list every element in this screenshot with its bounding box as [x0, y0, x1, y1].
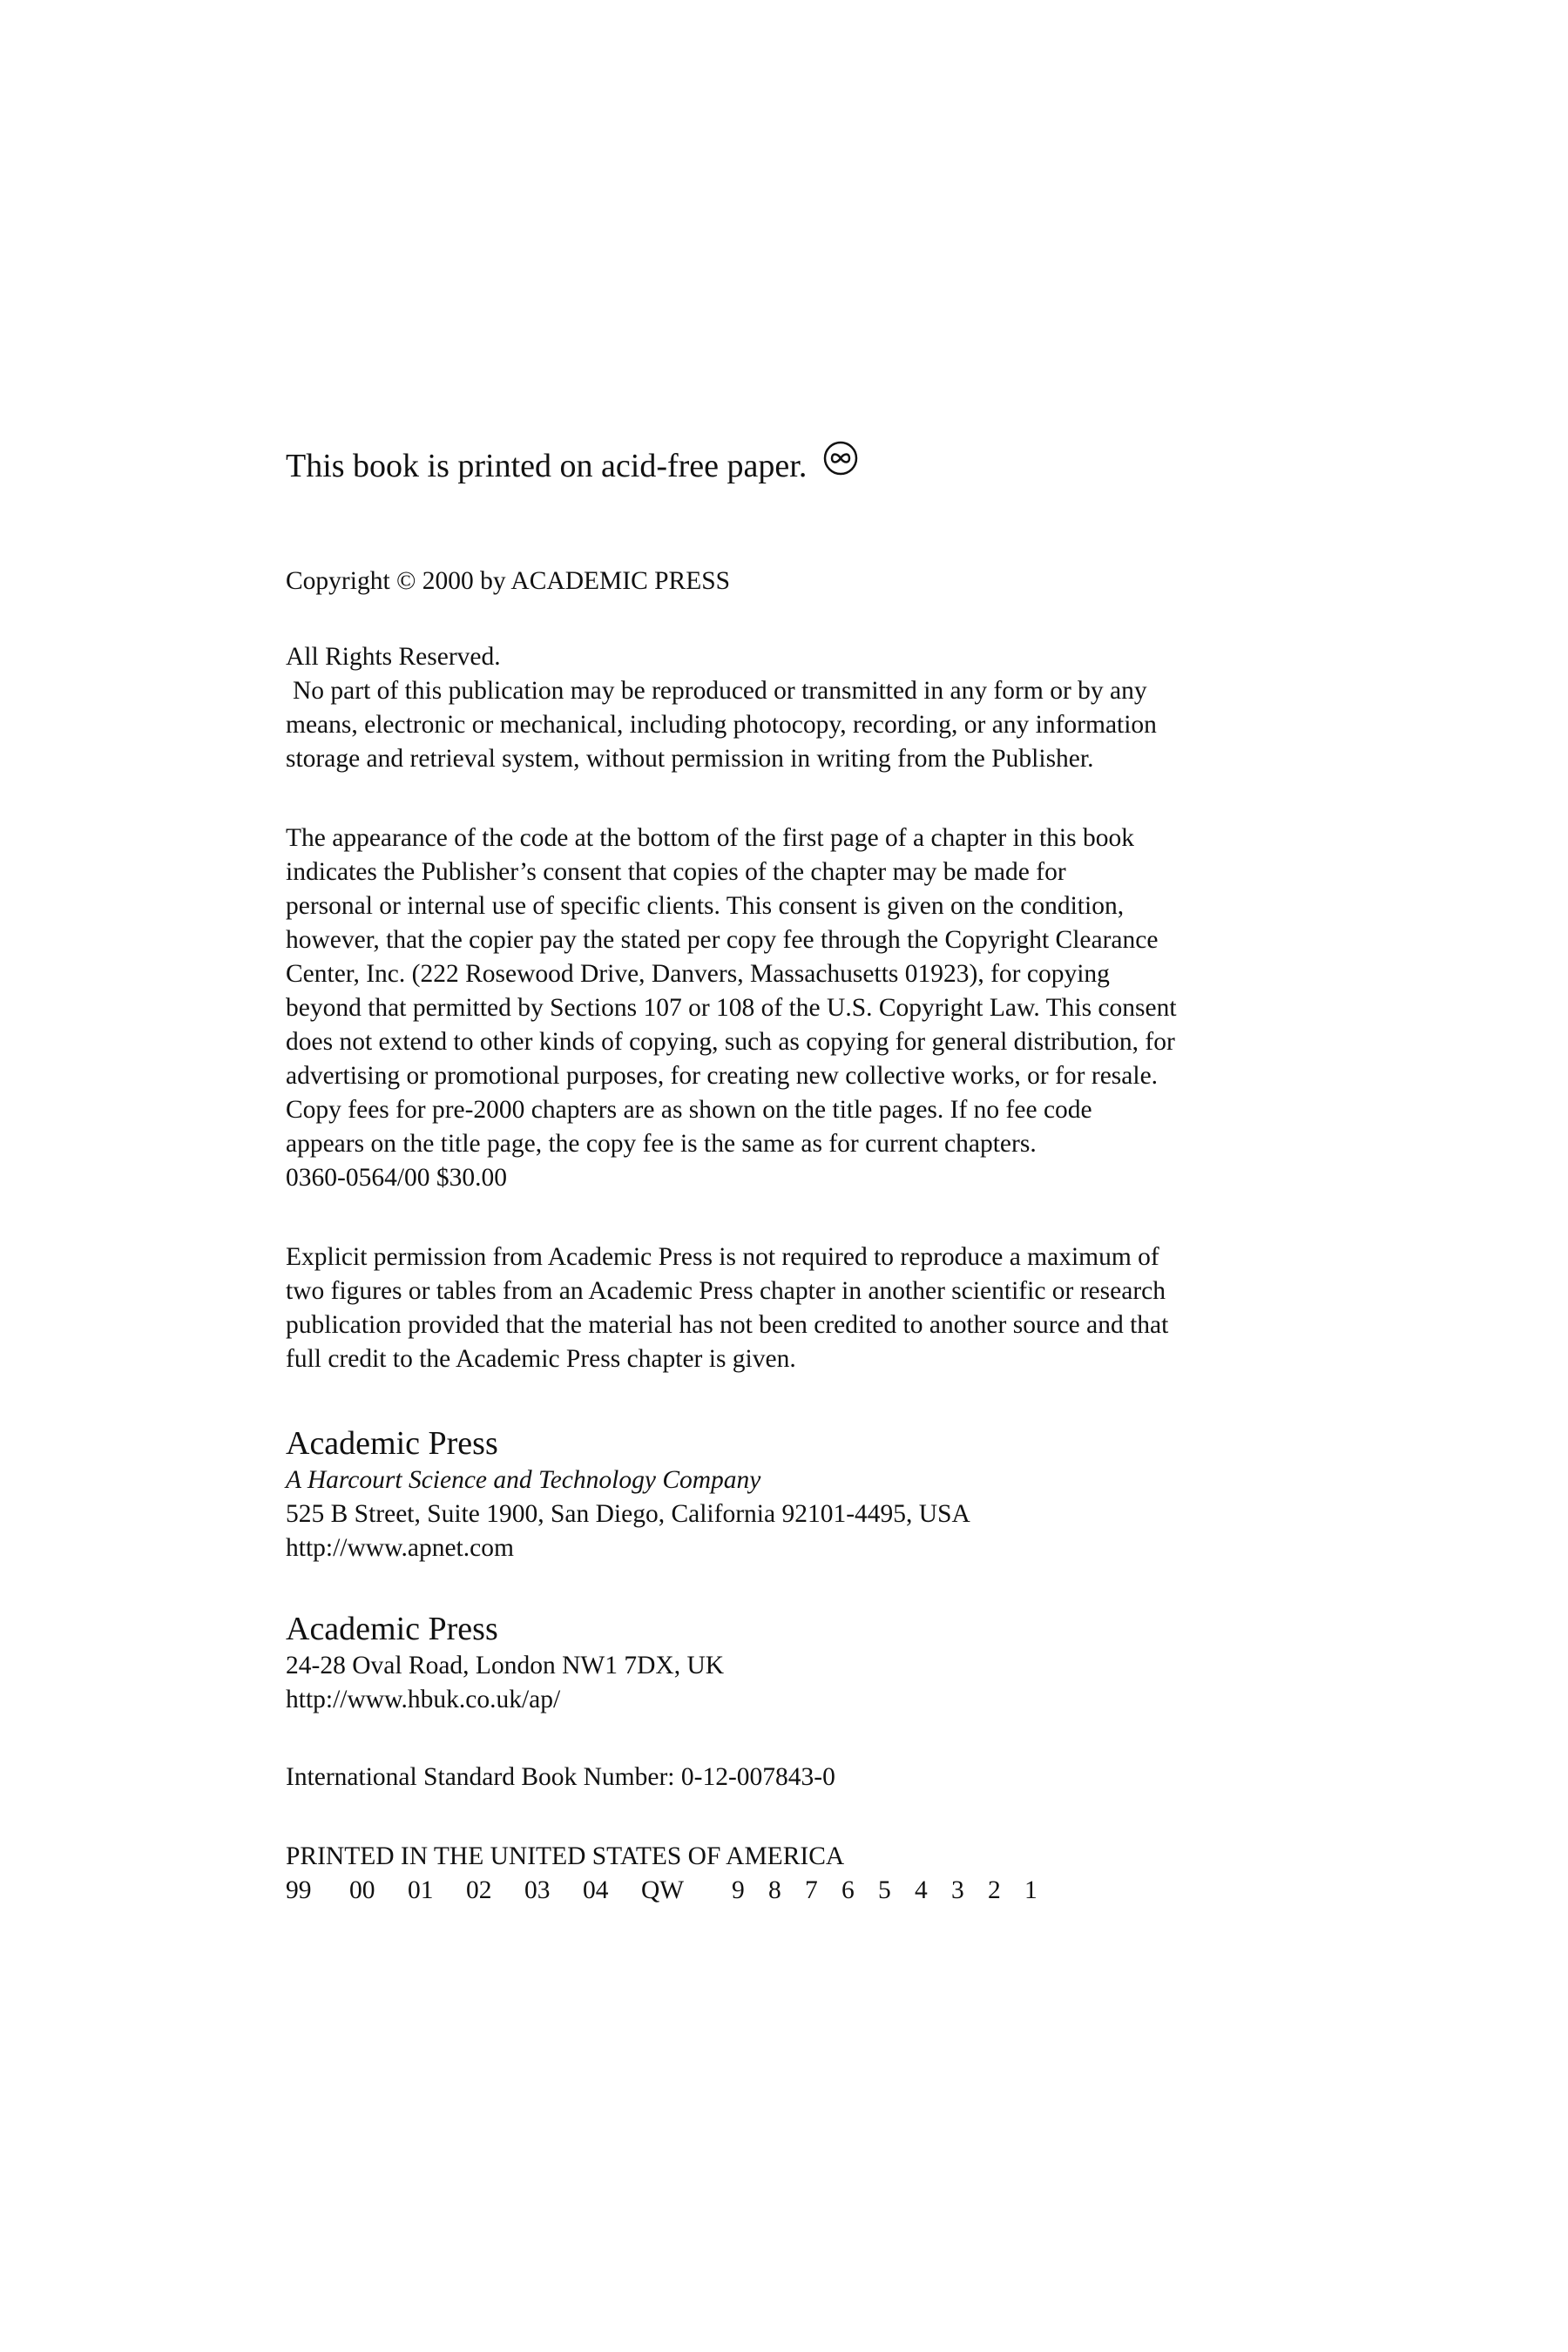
publisher-subtitle: A Harcourt Science and Technology Company [286, 1466, 761, 1494]
consent-line: personal or internal use of specific clients. This consent is given on the condition, [286, 892, 1125, 920]
print-code: 01 [408, 1876, 434, 1904]
consent-line: indicates the Publisher’s consent that copies of the chapter may be made for [286, 858, 1066, 886]
print-code: 04 [583, 1876, 609, 1904]
consent-paragraph [286, 821, 1314, 1195]
print-code: 02 [466, 1876, 492, 1904]
publisher-address: 24-28 Oval Road, London NW1 7DX, UK [286, 1652, 725, 1680]
rights-text-line: storage and retrieval system, without permission in writing from the Publisher. [286, 745, 1094, 773]
print-code: 8 [768, 1876, 781, 1904]
print-code: 2 [988, 1876, 1001, 1904]
publisher-uk [286, 1609, 1314, 1717]
rights-text-line: No part of this publication may be reproduced or transmitted in any form or by any [293, 677, 1147, 705]
permission-line: two figures or tables from an Academic Press chapter in another scientific or research [286, 1277, 1166, 1305]
rights-reserved-block [286, 640, 1314, 776]
consent-line: however, that the copier pay the stated per copy fee through the Copyright Clearance [286, 926, 1159, 954]
consent-line: The appearance of the code at the bottom of the first page of a chapter in this book [286, 824, 1134, 852]
rights-text-line: means, electronic or mechanical, including photocopy, recording, or any information [286, 711, 1157, 739]
permission-line: full credit to the Academic Press chapter is given. [286, 1345, 796, 1373]
print-code: 00 [349, 1876, 375, 1904]
consent-line: appears on the title page, the copy fee is the same as for current chapters. [286, 1130, 1037, 1158]
print-code: 5 [878, 1876, 891, 1904]
acid-free-text: This book is printed on acid-free paper. [286, 448, 808, 484]
acid-free-paper-infinity-icon [822, 440, 859, 476]
acid-free-notice [286, 446, 1314, 486]
print-code: 99 [286, 1876, 312, 1904]
consent-line: beyond that permitted by Sections 107 or 108 of the U.S. Copyright Law. This consent [286, 994, 1177, 1022]
consent-line: Copy fees for pre-2000 chapters are as shown on the title pages. If no fee code [286, 1096, 1092, 1124]
copyright-page [286, 446, 1314, 1908]
publisher-name: Academic Press [286, 1425, 498, 1462]
print-code: 7 [805, 1876, 818, 1904]
publisher-url: http://www.apnet.com [286, 1534, 514, 1562]
publisher-us [286, 1423, 1314, 1565]
consent-line: Center, Inc. (222 Rosewood Drive, Danvers, Massachusetts 01923), for copying [286, 960, 1110, 988]
isbn-line: International Standard Book Number: 0-12-007843-0 [286, 1763, 835, 1791]
print-code: 6 [841, 1876, 855, 1904]
publisher-name: Academic Press [286, 1611, 498, 1647]
permission-line: Explicit permission from Academic Press is not required to reproduce a maximum of [286, 1243, 1159, 1271]
fee-code: 0360-0564/00 $30.00 [286, 1164, 508, 1192]
printing-info [286, 1840, 1314, 1908]
print-number-line [286, 1874, 1314, 1908]
print-code: 03 [524, 1876, 551, 1904]
print-code: 1 [1024, 1876, 1037, 1904]
rights-heading: All Rights Reserved. [286, 643, 501, 671]
printed-label: PRINTED IN THE UNITED STATES OF AMERICA [286, 1842, 845, 1870]
permission-line: publication provided that the material has not been credited to another source and that [286, 1311, 1169, 1339]
permission-paragraph [286, 1240, 1314, 1376]
copyright-line: Copyright © 2000 by ACADEMIC PRESS [286, 567, 731, 595]
print-code: QW [641, 1876, 685, 1904]
print-code: 9 [732, 1876, 745, 1904]
publisher-url: http://www.hbuk.co.uk/ap/ [286, 1686, 561, 1713]
consent-line: does not extend to other kinds of copying, such as copying for general distribution, for [286, 1028, 1175, 1056]
consent-line: advertising or promotional purposes, for creating new collective works, or for resale. [286, 1062, 1159, 1090]
publisher-address: 525 B Street, Suite 1900, San Diego, California 92101-4495, USA [286, 1500, 970, 1528]
print-code: 4 [915, 1876, 928, 1904]
print-code: 3 [951, 1876, 964, 1904]
